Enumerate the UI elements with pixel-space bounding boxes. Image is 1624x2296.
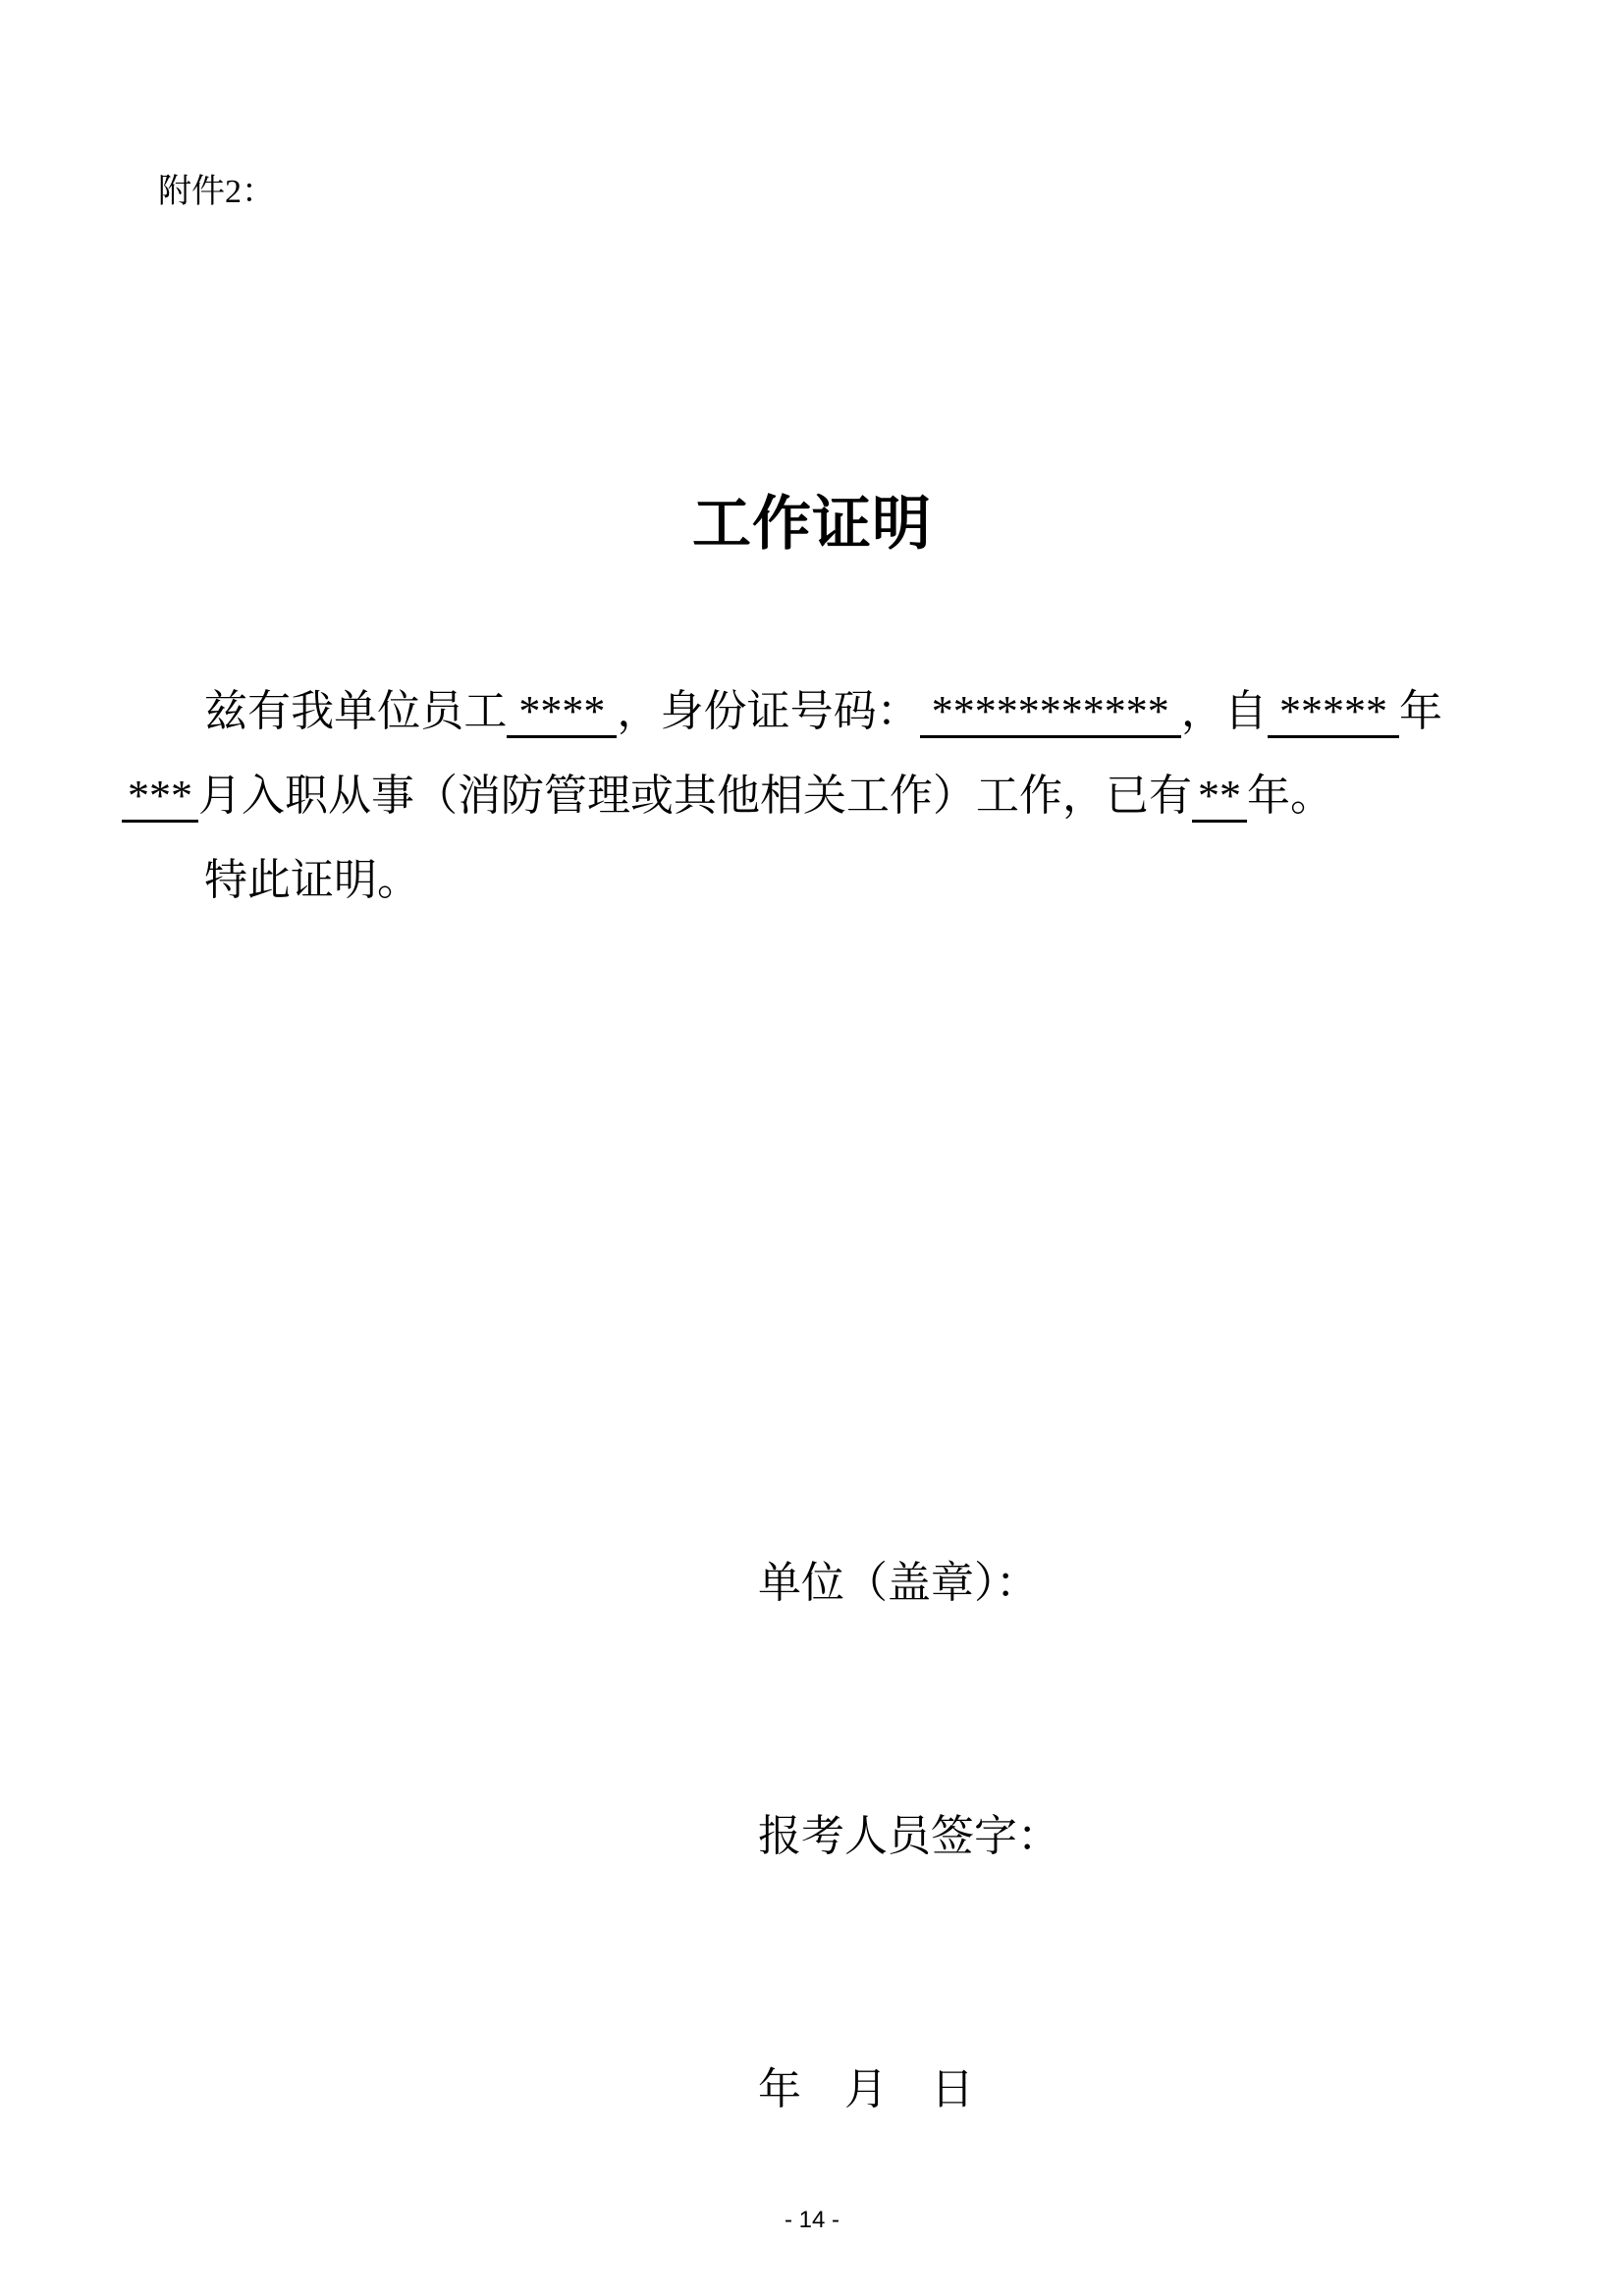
- paragraph-text: 年。: [1247, 772, 1333, 820]
- paragraph-text: 兹有我单位员工: [204, 687, 508, 735]
- paragraph-text: 月入职从事（消防管理或其他相关工作）工作，已有: [198, 772, 1192, 820]
- body-paragraph: [122, 669, 1442, 923]
- attachment-label: 附件2：: [158, 174, 275, 210]
- paragraph-line-1: [122, 669, 1442, 754]
- closing-statement: 特此证明。: [204, 856, 420, 904]
- applicant-signature-line: 报考人员签字：: [758, 1812, 1060, 1860]
- document-title: 工作证明: [692, 491, 932, 557]
- paragraph-line-2: [122, 754, 1442, 838]
- blank-years-worked: **: [1192, 772, 1247, 823]
- blank-id-number: ***********: [920, 687, 1181, 738]
- blank-start-month: ***: [122, 772, 198, 823]
- paragraph-text: ，自: [1180, 687, 1268, 735]
- unit-seal-line: 单位（盖章）：: [758, 1559, 1039, 1607]
- signature-block: [758, 1372, 1060, 2296]
- date-line: 年 月 日: [758, 2065, 974, 2113]
- blank-start-year: *****: [1268, 687, 1399, 738]
- blank-employee-name: ****: [507, 687, 617, 738]
- paragraph-text: ，身份证号码：: [617, 687, 920, 735]
- paragraph-text: 年: [1398, 687, 1443, 735]
- page-number: - 14 -: [784, 2207, 839, 2233]
